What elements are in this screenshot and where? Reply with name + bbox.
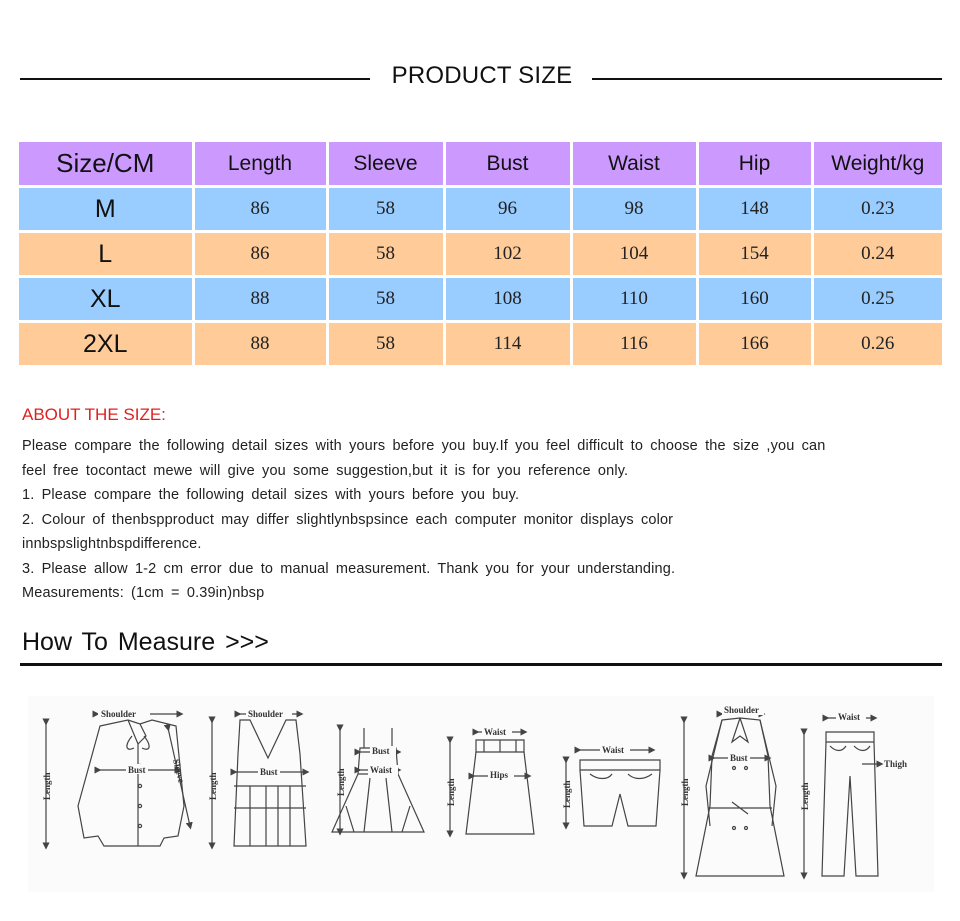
header-rule-left xyxy=(20,78,370,80)
hip-cell: 160 xyxy=(697,277,812,322)
table-row xyxy=(19,322,942,366)
bust-cell: 114 xyxy=(444,322,571,366)
length-cell: 86 xyxy=(193,232,327,277)
length-label: Length xyxy=(562,780,572,808)
length-label: Length xyxy=(446,778,456,806)
table-row xyxy=(19,277,942,322)
skirt-icon xyxy=(446,727,534,834)
hip-cell: 166 xyxy=(697,322,812,366)
trench-coat-icon xyxy=(680,705,784,876)
waist-label: Waist xyxy=(602,745,625,755)
size-cell: L xyxy=(19,232,193,277)
tank-top-icon xyxy=(208,709,306,846)
bust-label: Bust xyxy=(128,765,146,775)
about-line: Please compare the following detail sizes with yours before you buy.If you feel difficult to choose the size ,you can xyxy=(22,438,826,454)
about-size-heading: ABOUT THE SIZE: xyxy=(22,405,166,424)
size-cell: 2XL xyxy=(19,322,193,366)
sleeve-cell: 58 xyxy=(327,232,444,277)
about-line: Measurements: (1cm = 0.39in)nbsp xyxy=(22,585,265,601)
hip-cell: 148 xyxy=(697,187,812,232)
shorts-icon xyxy=(562,745,660,826)
about-line: innbspslightnbspdifference. xyxy=(22,536,202,552)
size-table xyxy=(19,142,942,365)
about-line: 2. Colour of thenbspproduct may differ slightlynbspsince each computer monitor displays color xyxy=(22,511,674,528)
shoulder-label: Shoulder xyxy=(724,705,760,715)
about-size-section xyxy=(22,405,922,606)
column-header-length: Length xyxy=(193,142,327,187)
hip-cell: 154 xyxy=(697,232,812,277)
length-label: Length xyxy=(42,772,52,800)
weight-cell: 0.24 xyxy=(812,232,942,277)
shoulder-label: Shoulder xyxy=(101,709,137,719)
waist-label: Waist xyxy=(484,727,507,737)
length-label: Length xyxy=(800,782,810,810)
waist-cell: 110 xyxy=(571,277,697,322)
bust-cell: 108 xyxy=(444,277,571,322)
column-header-bust: Bust xyxy=(444,142,571,187)
length-label: Length xyxy=(336,768,346,796)
bust-cell: 102 xyxy=(444,232,571,277)
strap-dress-icon xyxy=(332,728,424,832)
bust-cell: 96 xyxy=(444,187,571,232)
column-header-weight: Weight/kg xyxy=(812,142,942,187)
weight-cell: 0.26 xyxy=(812,322,942,366)
blouse-icon xyxy=(42,709,190,846)
bust-label: Bust xyxy=(260,767,278,777)
waist-cell: 104 xyxy=(571,232,697,277)
product-size-header xyxy=(0,55,960,103)
table-row xyxy=(19,232,942,277)
length-label: Length xyxy=(680,778,690,806)
header-rule-right xyxy=(592,78,942,80)
shoulder-label: Shoulder xyxy=(248,709,284,719)
length-cell: 88 xyxy=(193,277,327,322)
size-cell: XL xyxy=(19,277,193,322)
column-header-sleeve: Sleeve xyxy=(327,142,444,187)
size-table-header-row xyxy=(19,142,942,187)
length-cell: 88 xyxy=(193,322,327,366)
column-header-size: Size/CM xyxy=(19,142,193,187)
bust-label: Bust xyxy=(730,753,748,763)
about-line: feel free tocontact mewe will give you some suggestion,but it is for you reference only. xyxy=(22,462,629,479)
weight-cell: 0.23 xyxy=(812,187,942,232)
length-label: Length xyxy=(208,772,218,800)
waist-label: Waist xyxy=(838,712,861,722)
waist-cell: 98 xyxy=(571,187,697,232)
column-header-hip: Hip xyxy=(697,142,812,187)
sleeve-label: Sleeve xyxy=(171,758,187,784)
measurement-illustrations xyxy=(28,696,934,892)
sleeve-cell: 58 xyxy=(327,322,444,366)
hips-label: Hips xyxy=(490,770,509,780)
how-to-measure-rule xyxy=(20,663,942,666)
thigh-label: Thigh xyxy=(884,759,908,769)
about-line: 1. Please compare the following detail sizes with yours before you buy. xyxy=(22,487,520,503)
length-cell: 86 xyxy=(193,187,327,232)
waist-label: Waist xyxy=(370,765,393,775)
sleeve-cell: 58 xyxy=(327,187,444,232)
sleeve-cell: 58 xyxy=(327,277,444,322)
garment-diagrams xyxy=(28,696,934,892)
bust-label: Bust xyxy=(372,746,390,756)
page-title: PRODUCT SIZE xyxy=(391,62,573,89)
trousers-icon xyxy=(800,712,907,876)
weight-cell: 0.25 xyxy=(812,277,942,322)
size-cell: M xyxy=(19,187,193,232)
table-row xyxy=(19,187,942,232)
about-line: 3. Please allow 1-2 cm error due to manual measurement. Thank you for your understanding. xyxy=(22,560,676,577)
column-header-waist: Waist xyxy=(571,142,697,187)
waist-cell: 116 xyxy=(571,322,697,366)
how-to-measure-heading: How To Measure >>> xyxy=(22,628,269,656)
